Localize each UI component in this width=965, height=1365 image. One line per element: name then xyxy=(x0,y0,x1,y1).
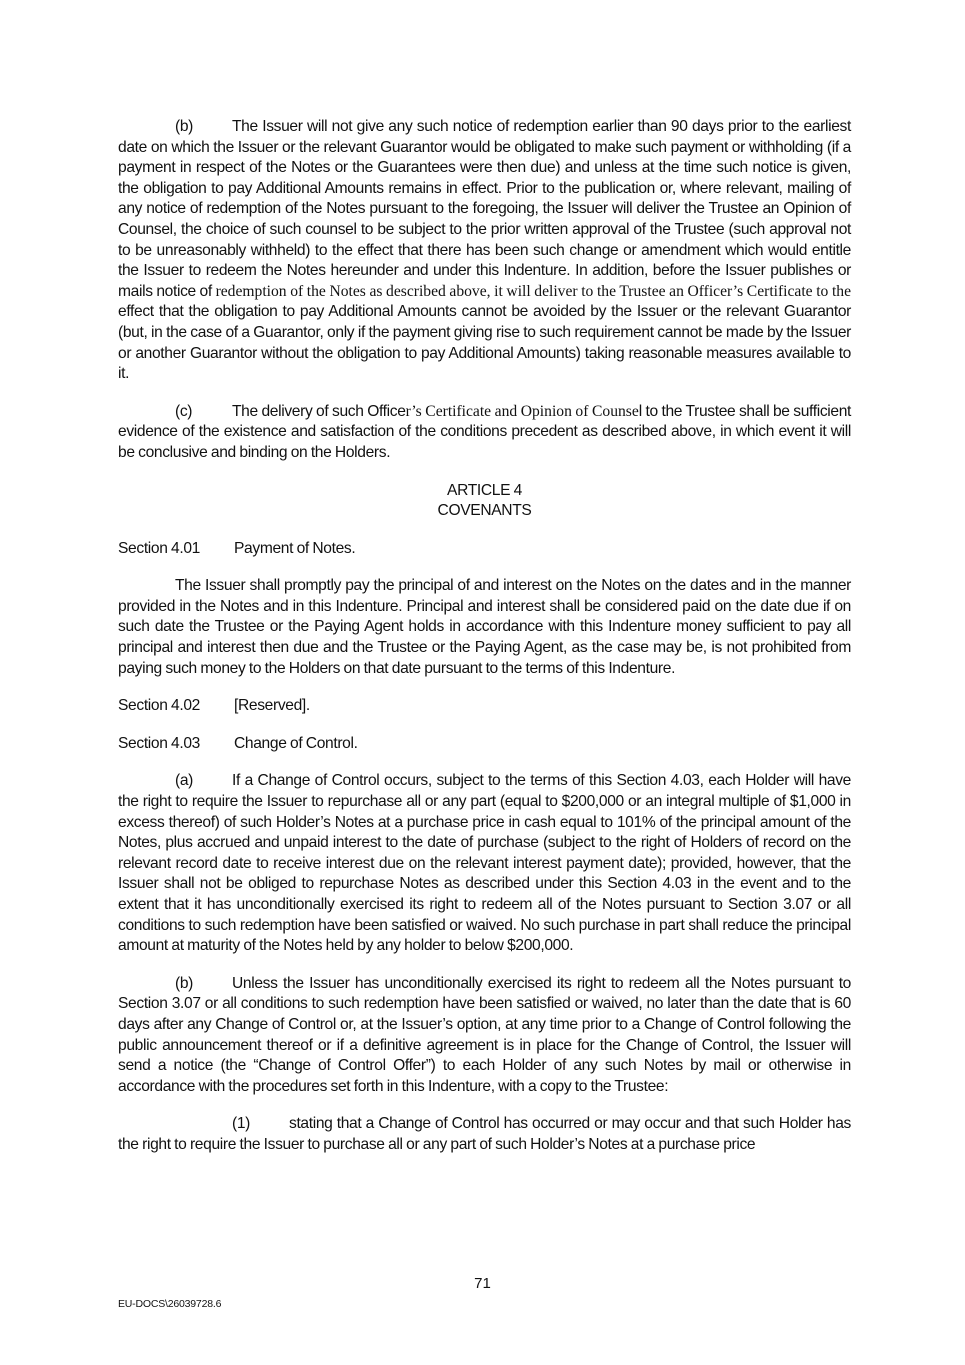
page-number: 71 xyxy=(474,1275,491,1292)
paragraph-text-serif: redemption of the Notes as described above, it will deliver to the Trustee an Officer’s Certificate to the xyxy=(215,282,852,300)
paragraph-text: effect that the obligation to pay Additional Amounts cannot be avoided by the Issuer or the relevant Guarantor (but, in the case of a Guarantor, only if the payment giving rise to such requirement cannot be made by the Issuer or another Guarantor without the obligation to pay Additional Amounts) taking reasonable measures available to it. xyxy=(118,303,851,383)
article-number: ARTICLE 4 xyxy=(447,481,522,499)
section-number: Section 4.03 xyxy=(118,734,200,752)
paragraph-text: If a Change of Control occurs, subject to the terms of this Section 4.03, each Holder will have the right to require the Issuer to repurchase all or any part (equal to $200,000 or an integral multiple of $1,000 in excess thereof) of such Holder’s Notes at a purchase price in cash equal to 101% of the principal amount of the Notes, plus accrued and unpaid interest to the date of purchase (subject to the right of Holders of record on the relevant record date to receive interest due on the relevant interest payment date); provided, however, that the Issuer shall not be obliged to repurchase Notes as described under this Section 4.03 in the event and to the extent that it has unconditionally exercised its right to redeem all of the Notes pursuant to Section 3.07 or all conditions to such redemption have been satisfied or waived. No such purchase in part shall reduce the principal amount at maturity of the Notes held by any holder to below $200,000. xyxy=(118,772,851,955)
section-number: Section 4.01 xyxy=(118,539,200,557)
paragraph-number: (1) xyxy=(232,1115,251,1133)
section-title: Change of Control. xyxy=(234,734,358,752)
paragraph-number: (b) xyxy=(175,118,194,135)
section-heading-4-03 xyxy=(118,734,851,755)
section-title: Payment of Notes. xyxy=(234,539,356,557)
paragraph-1-stating xyxy=(118,1114,851,1155)
paragraph-c-delivery xyxy=(118,402,851,464)
paragraph-b-redemption-notice xyxy=(118,117,851,385)
paragraph-text: Unless the Issuer has unconditionally exercised its right to redeem all the Notes pursuant to Section 3.07 or all conditions to such redemption have been satisfied or waived, no later than the date that is 60 days after any Change of Control or, at the Issuer’s option, at any time prior to a Change of Control following the public announcement thereof or if a definitive agreement is in place for the Change of Control, the Issuer will send a notice (the “Change of Control Offer”) to each Holder of any such Notes by mail or otherwise in accordance with the procedures set forth in this Indenture, with a copy to the Trustee: xyxy=(118,974,851,1095)
paragraph-number: (b) xyxy=(175,974,194,992)
paragraph-text: l to the Trustee shall be sufficient evidence of the existence and satisfaction of the conditions precedent as described above, in which event it will be conclusive and binding on the Holders. xyxy=(118,402,852,461)
paragraph-text: stating that a Change of Control has occurred or may occur and that such Holder has the right to require the Issuer to purchase all or any part of such Holder’s Notes at a purchase price xyxy=(118,1115,851,1153)
paragraph-text-serif: r’s Certificate and Opinion of Counse xyxy=(405,402,639,420)
article-title: COVENANTS xyxy=(437,502,532,520)
section-number: Section 4.02 xyxy=(118,697,200,715)
section-heading-4-01 xyxy=(118,539,851,560)
paragraph-number: (a) xyxy=(175,772,194,790)
paragraph-text: The Issuer will not give any such notice of redemption earlier than 90 days prior to the earliest date on which the Issuer or the relevant Guarantor would be obligated to make such payment or withholding (if a payment in respect of the Notes or the Guarantees were then due) and unless at the time such notice is given, the obligation to pay Additional Amounts remains in effect. Prior to the publication or, where relevant, mailing of any notice of redemption of the Notes pursuant to the foregoing, the Issuer will deliver the Trustee an Opinion of Counsel, the choice of such counsel to be subject to the prior written approval of the Trustee (such approval not to be unreasonably withheld) to the effect that there has been such change or amendment which would entitle the Issuer to redeem the Notes hereunder and under this Indenture. In addition, before the Issuer publishes or mails notice of xyxy=(118,118,851,300)
document-id: EU-DOCS\26039728.6 xyxy=(118,1298,222,1310)
document-page xyxy=(118,117,851,1156)
paragraph-number: (c) xyxy=(175,402,193,420)
paragraph-text: The delivery of such Office xyxy=(232,402,406,420)
article-heading xyxy=(118,481,851,522)
section-heading-4-02 xyxy=(118,696,851,717)
section-title: [Reserved]. xyxy=(234,697,310,715)
section-4-01-body: The Issuer shall promptly pay the principal of and interest on the Notes on the dates and in the manner provided in the Notes and in this Indenture. Principal and interest shall be considered paid on the date due if on such date the Trustee or the Paying Agent holds in accordance with this Indenture money sufficient to pay all principal and interest then due and the Trustee or the Paying Agent, as the case may be, is not prohibited from paying such money to the Holders on that date pursuant to the terms of this Indenture. xyxy=(118,577,851,677)
paragraph-b-change-of-control-offer xyxy=(118,974,851,1098)
paragraph-a-change-of-control xyxy=(118,771,851,956)
